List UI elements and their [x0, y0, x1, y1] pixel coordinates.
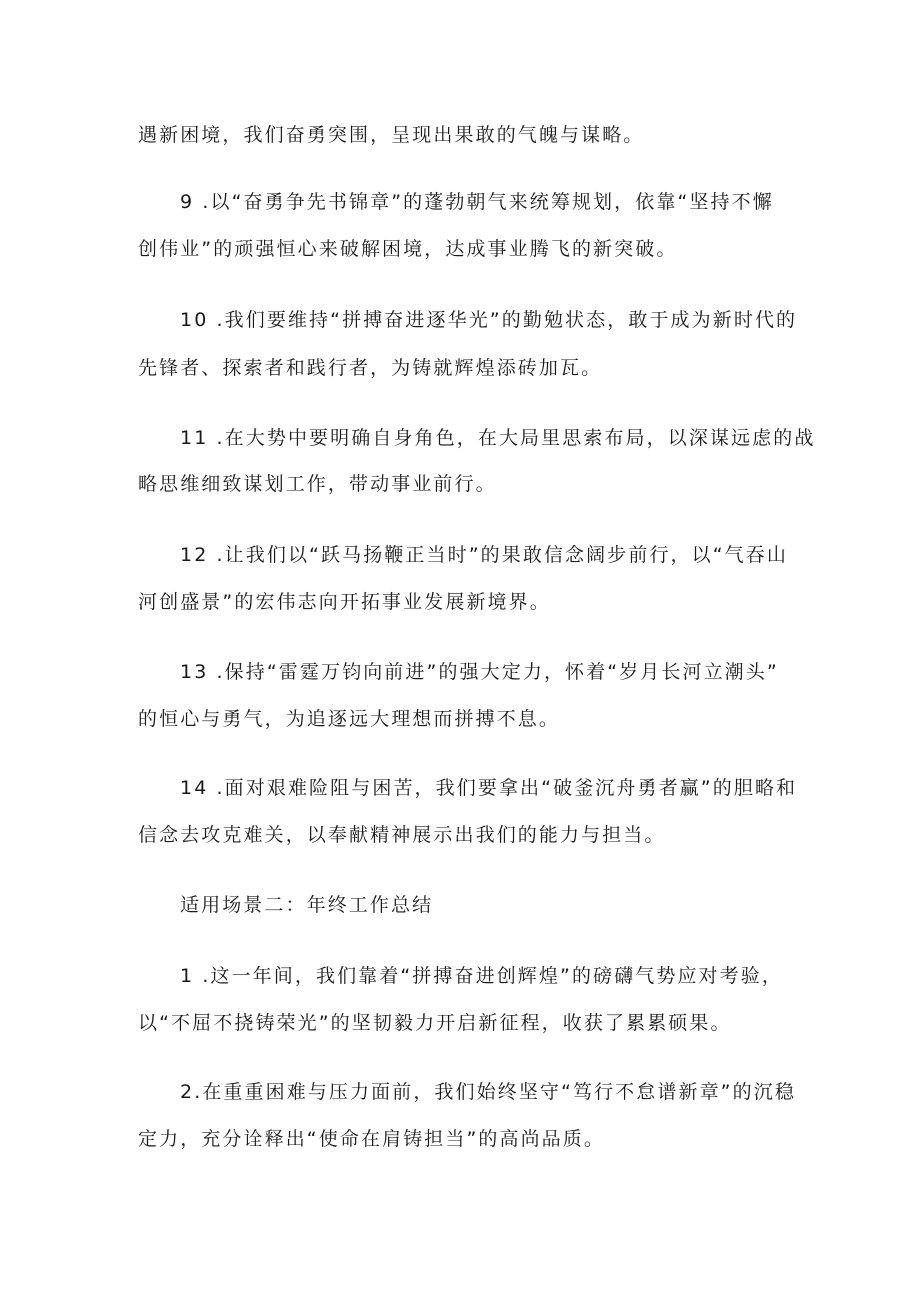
paragraph-line: 9 .以“奋勇争先书锦章”的蓬勃朝气来统筹规划，依靠“坚持不懈	[180, 191, 774, 213]
paragraph-line: 14 .面对艰难险阻与困苦，我们要拿出“破釜沉舟勇者赢”的胆略和	[180, 777, 798, 799]
paragraph-line: 先锋者、探索者和践行者，为铸就辉煌添砖加瓦。	[138, 357, 603, 379]
paragraph-line: 12 .让我们以“跃马扬鞭正当时”的果敢信念阔步前行，以“气吞山	[180, 544, 788, 566]
paragraph-line: 2.在重重困难与压力面前，我们始终坚守“笃行不怠谱新章”的沉稳	[180, 1081, 796, 1103]
paragraph-line: 创伟业”的顽强恒心来破解困境，达成事业腾飞的新突破。	[138, 238, 678, 260]
paragraph-line: 11 .在大势中要明确自身角色，在大局里思索布局，以深谋远虑的战	[180, 427, 816, 449]
paragraph-line: 以“不屈不挠铸荣光”的坚韧毅力开启新征程，收获了累累硕果。	[138, 1012, 732, 1034]
paragraph-line: 河创盛景”的宏伟志向开拓事业发展新境界。	[138, 591, 551, 613]
section-heading: 适用场景二：年终工作总结	[180, 894, 434, 916]
paragraph-line: 的恒心与勇气，为追逐远大理想而拼搏不息。	[138, 708, 561, 730]
paragraph-line: 10 .我们要维持“拼搏奋进逐华光”的勤勉状态，敢于成为新时代的	[180, 309, 798, 331]
paragraph-line: 略思维细致谋划工作，带动事业前行。	[138, 473, 497, 495]
paragraph-line: 13 .保持“雷霆万钧向前进”的强大定力，怀着“岁月长河立潮头”	[180, 661, 779, 683]
paragraph-line: 定力，充分诠释出“使命在肩铸担当”的高尚品质。	[138, 1128, 605, 1150]
paragraph-line: 信念去攻克难关，以奉献精神展示出我们的能力与担当。	[138, 824, 666, 846]
paragraph-line: 遇新困境，我们奋勇突围，呈现出果敢的气魄与谋略。	[138, 124, 645, 146]
paragraph-line: 1 .这一年间，我们靠着“拼搏奋进创辉煌”的磅礴气势应对考验，	[180, 965, 783, 987]
